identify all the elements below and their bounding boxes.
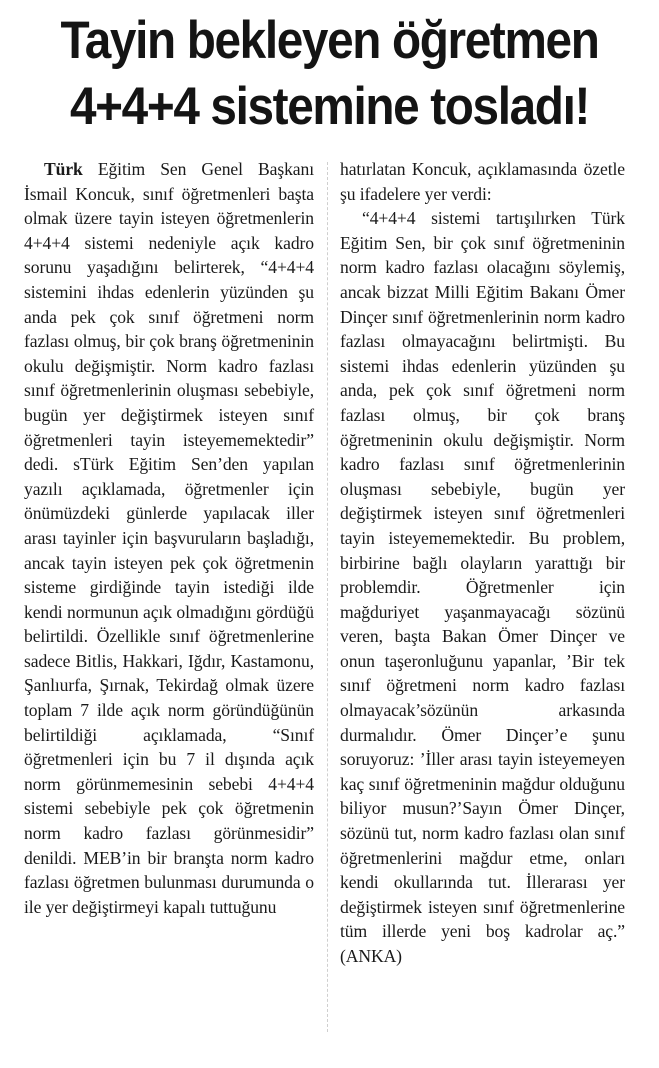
- article-right-column: [340, 157, 625, 969]
- right-column-quote: “4+4+4 sistemi tartışılırken Türk Eğitim Sen, bir çok sınıf öğretmeninin norm kadro fazlası olacağını söylemiş, ancak bizzat Milli Eğitim Bakanı Ömer Dinçer sınıf öğretmenlerinin norm kadro fazlası olmayacağını belirtmişti. Bu sistemi ihdas edenlerin yüzünden şu anda, pek çok sınıf öğretmeni norm fazlası olmuş, bir çok branş öğretmeninin okulu değişmiştir. Norm kadro fazlası sınıf öğretmenlerinin oluşması sebebiyle, bugün yer değiştirmek isteyen sınıf öğretmenleri tayin isteyememektedir. Bu problem, birbirine bağlı olayların yarattığı bir problemdir. Öğretmenler için mağduriyet yaşanmayacağı sözünü veren, başta Bakan Ömer Dinçer ve onun taşeronluğunu yapanlar, ’Bir tek sınıf öğretmeni norm kadro fazlası olmayacak’sözünün arkasında durmalıdır. Ömer Dinçer’e şunu soruyoruz: ’İller arası tayin isteyemeyen kaç sınıf öğretmeninin mağdur olduğunu biliyor musun?’Sayın Ömer Dinçer, sözünü tut, norm kadro fazlası olan sınıf öğretmenlerini mağdur etme, onları kendi okullarında tut. İllerarası yer değiştirmek isteyen sınıf öğretmenlerine tüm illerde yeni boş kadrolar aç.” (ANKA): [340, 208, 625, 966]
- article-left-column: [24, 157, 314, 919]
- headline-line-1: Tayin bekleyen öğretmen: [60, 11, 599, 70]
- article-paragraph-1: [24, 157, 314, 919]
- headline: [33, 8, 626, 140]
- lead-word: Türk: [44, 159, 83, 179]
- headline-line-2: 4+4+4 sistemine tosladı!: [69, 77, 590, 136]
- right-column-intro: hatırlatan Koncuk, açıklamasında özetle şu ifadelere yer verdi:: [340, 159, 625, 204]
- column-divider: [327, 162, 328, 1032]
- left-column-text: Eğitim Sen Genel Başkanı İsmail Koncuk, sınıf öğretmenleri başta olmak üzere tayin isteyen öğretmenlerin 4+4+4 sistemi nedeniyle açık kadro sorunu yaşadığını belirterek, “4+4+4 sistemini ihdas edenlerin yüzünden şu anda pek çok sınıf öğretmeni norm fazlası olmuş, bir çok branş öğretmeninin okulu değişmiştir. Norm kadro fazlası sınıf öğretmenlerinin oluşması sebebiyle, bugün yer değiştirmek isteyen sınıf öğretmenleri tayin isteyememektedir” dedi. sTürk Eğitim Sen’den yapılan yazılı açıklamada, öğretmenler için önümüzdeki günlerde yapılacak iller arası tayinler için başvuruların başladığı, ancak tayin isteyen pek çok öğretmenin sisteme girdiğinde tayin istediği ilde kendi normunun açık olmadığını gördüğü belirtildi. Özellikle sınıf öğretmenlerine sadece Bitlis, Hakkari, Iğdır, Kastamonu, Şanlıurfa, Şırnak, Tekirdağ olmak üzere toplam 7 ilde açık norm göründüğünün belirtildiği açıklamada, “Sınıf öğretmenleri için bu 7 il dışında açık norm görünmemesinin sebebi 4+4+4 sistemi sebebiyle pek çok öğretmenin norm kadro fazlası görünmesidir” denildi. MEB’in bir branşta norm kadro fazlası öğretmen bulunması durumunda o ile yer değiştirmeyi kapalı tuttuğunu: [24, 159, 314, 917]
